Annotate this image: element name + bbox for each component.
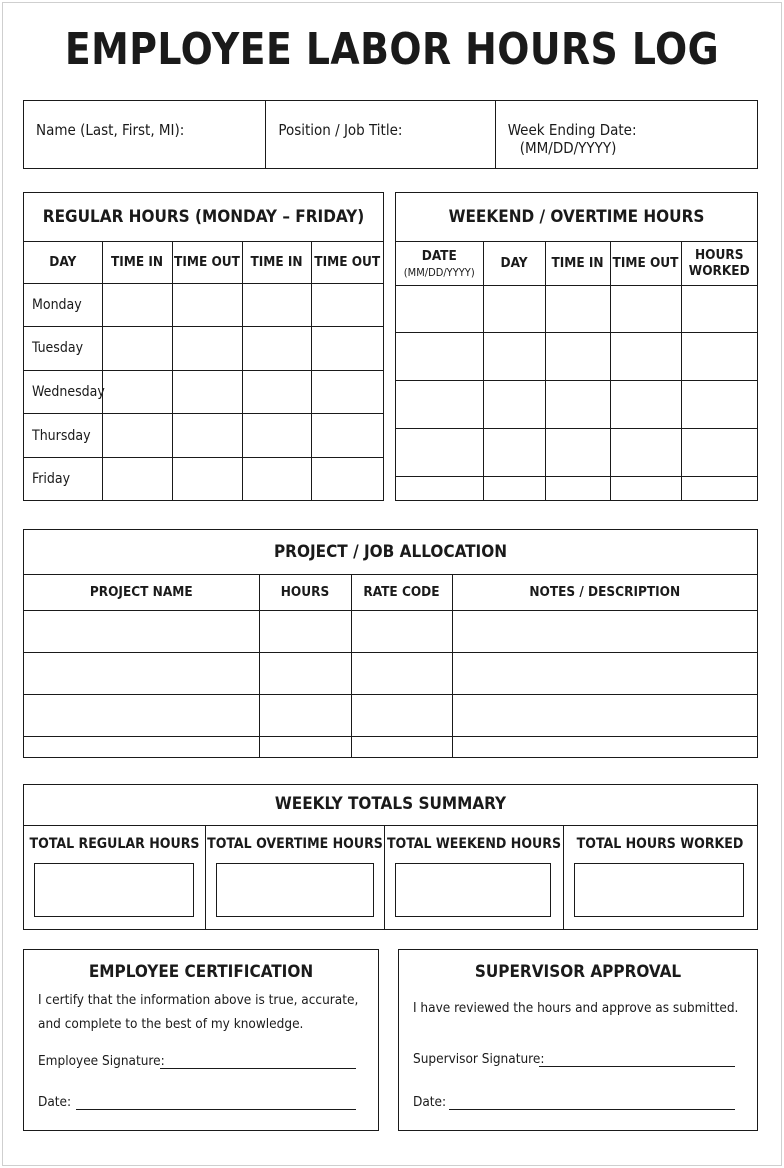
entry-cell[interactable] (452, 652, 757, 694)
page-title: EMPLOYEE LABOR HOURS LOG (64, 24, 720, 75)
time-cell[interactable] (242, 327, 311, 371)
date-header-label: DATE (421, 247, 457, 264)
total-weekend-label: TOTAL WEEKEND HOURS (386, 836, 562, 852)
time-cell[interactable] (172, 458, 242, 500)
total-overtime-hours (206, 826, 385, 929)
entry-cell[interactable] (545, 381, 610, 429)
entry-cell[interactable] (396, 476, 483, 500)
day-label: Thursday (24, 414, 102, 458)
total-worked-field[interactable] (574, 863, 744, 917)
project-row (24, 694, 757, 736)
entry-cell[interactable] (259, 694, 351, 736)
time-cell[interactable] (311, 327, 383, 371)
week-ending-label: Week Ending Date: (507, 121, 637, 139)
time-cell[interactable] (242, 370, 311, 414)
date-header-format: (MM/DD/YYYY) (403, 265, 475, 279)
employee-certification (23, 949, 379, 1131)
supervisor-date-line[interactable] (449, 1109, 735, 1110)
weekend-header-hours-worked (681, 241, 757, 285)
weekend-row (396, 381, 757, 429)
time-cell[interactable] (242, 283, 311, 327)
name-field[interactable] (24, 101, 266, 168)
time-cell[interactable] (102, 370, 172, 414)
project-row (24, 610, 757, 652)
time-cell[interactable] (102, 458, 172, 500)
entry-cell[interactable] (396, 428, 483, 476)
supervisor-signature-line[interactable] (539, 1066, 735, 1067)
entry-cell[interactable] (452, 736, 757, 757)
time-cell[interactable] (311, 458, 383, 500)
project-header-notes: NOTES / DESCRIPTION (452, 574, 757, 610)
entry-cell[interactable] (452, 694, 757, 736)
entry-cell[interactable] (681, 285, 757, 333)
weekend-title: WEEKEND / OVERTIME HOURS (396, 193, 757, 241)
entry-cell[interactable] (545, 428, 610, 476)
hours-header-line2: WORKED (688, 263, 750, 279)
entry-cell[interactable] (259, 736, 351, 757)
entry-cell[interactable] (351, 610, 452, 652)
entry-cell[interactable] (610, 333, 681, 381)
week-ending-field[interactable] (496, 101, 757, 168)
entry-cell[interactable] (483, 381, 545, 429)
entry-cell[interactable] (259, 610, 351, 652)
week-ending-format: (MM/DD/YYYY) (519, 139, 617, 157)
regular-row-thursday (24, 414, 383, 458)
total-regular-field[interactable] (34, 863, 194, 917)
entry-cell[interactable] (681, 381, 757, 429)
regular-row-friday (24, 458, 383, 500)
approval-title: SUPERVISOR APPROVAL (474, 962, 682, 982)
time-cell[interactable] (102, 283, 172, 327)
entry-cell[interactable] (610, 428, 681, 476)
regular-header-time-in-2: TIME IN (242, 241, 311, 283)
weekend-header-time-in: TIME IN (545, 241, 610, 285)
supervisor-date-label: Date: (413, 1094, 447, 1110)
entry-cell[interactable] (483, 333, 545, 381)
entry-cell[interactable] (681, 428, 757, 476)
project-header-rate-code: RATE CODE (351, 574, 452, 610)
weekly-totals-summary (23, 784, 758, 930)
entry-cell[interactable] (545, 285, 610, 333)
weekend-header-day: DAY (483, 241, 545, 285)
entry-cell[interactable] (483, 476, 545, 500)
day-label: Monday (24, 283, 102, 327)
regular-row-tuesday (24, 327, 383, 371)
approval-text: I have reviewed the hours and approve as submitted. (413, 1000, 739, 1016)
day-label: Wednesday (24, 370, 102, 414)
weekend-header-time-out: TIME OUT (610, 241, 681, 285)
time-cell[interactable] (172, 283, 242, 327)
entry-cell[interactable] (396, 333, 483, 381)
project-title: PROJECT / JOB ALLOCATION (24, 530, 757, 574)
position-field[interactable] (266, 101, 495, 168)
time-cell[interactable] (102, 327, 172, 371)
project-header-hours: HOURS (259, 574, 351, 610)
employee-info-row (23, 100, 758, 169)
time-cell[interactable] (311, 414, 383, 458)
regular-header-time-out-2: TIME OUT (311, 241, 383, 283)
regular-row-monday (24, 283, 383, 327)
entry-cell[interactable] (396, 285, 483, 333)
weekend-row (396, 476, 757, 500)
entry-cell[interactable] (545, 476, 610, 500)
entry-cell[interactable] (483, 428, 545, 476)
name-label: Name (Last, First, MI): (36, 121, 185, 139)
entry-cell[interactable] (610, 381, 681, 429)
total-worked-label: TOTAL HOURS WORKED (576, 836, 744, 852)
regular-hours-table (23, 192, 384, 501)
entry-cell[interactable] (610, 285, 681, 333)
certification-line-2: and complete to the best of my knowledge. (38, 1016, 304, 1032)
total-hours-worked (564, 826, 756, 929)
weekend-row (396, 428, 757, 476)
employee-date-label: Date: (38, 1094, 72, 1110)
employee-signature-line[interactable] (160, 1068, 356, 1069)
hours-header-line1: HOURS (695, 247, 744, 263)
certification-line-1: I certify that the information above is true, accurate, (38, 992, 359, 1008)
project-allocation-table (23, 529, 758, 758)
regular-row-wednesday (24, 370, 383, 414)
entry-cell[interactable] (681, 476, 757, 500)
time-cell[interactable] (311, 370, 383, 414)
weekend-overtime-table (395, 192, 758, 501)
employee-signature-label: Employee Signature: (38, 1053, 165, 1069)
entry-cell[interactable] (259, 652, 351, 694)
supervisor-signature-label: Supervisor Signature: (413, 1051, 545, 1067)
total-overtime-label: TOTAL OVERTIME HOURS (207, 836, 383, 852)
project-header-name: PROJECT NAME (24, 574, 259, 610)
entry-cell[interactable] (24, 610, 259, 652)
time-cell[interactable] (102, 414, 172, 458)
weekend-header-date (396, 241, 483, 285)
time-cell[interactable] (311, 283, 383, 327)
entry-cell[interactable] (681, 333, 757, 381)
employee-date-line[interactable] (76, 1109, 356, 1110)
entry-cell[interactable] (351, 694, 452, 736)
entry-cell[interactable] (483, 285, 545, 333)
project-row (24, 736, 757, 757)
day-label: Friday (24, 458, 102, 500)
entry-cell[interactable] (351, 652, 452, 694)
time-cell[interactable] (242, 458, 311, 500)
total-weekend-hours (385, 826, 564, 929)
total-regular-hours (24, 826, 206, 929)
time-cell[interactable] (172, 414, 242, 458)
totals-title: WEEKLY TOTALS SUMMARY (24, 785, 757, 826)
entry-cell[interactable] (24, 694, 259, 736)
regular-header-day: DAY (24, 241, 102, 283)
entry-cell[interactable] (610, 476, 681, 500)
supervisor-approval (398, 949, 758, 1131)
weekend-row (396, 285, 757, 333)
entry-cell[interactable] (351, 736, 452, 757)
regular-header-time-out-1: TIME OUT (172, 241, 242, 283)
entry-cell[interactable] (24, 652, 259, 694)
total-weekend-field[interactable] (395, 863, 551, 917)
regular-header-time-in-1: TIME IN (102, 241, 172, 283)
certification-title: EMPLOYEE CERTIFICATION (88, 962, 314, 982)
total-overtime-field[interactable] (216, 863, 374, 917)
time-cell[interactable] (172, 327, 242, 371)
position-label: Position / Job Title: (278, 121, 403, 139)
project-row (24, 652, 757, 694)
time-cell[interactable] (172, 370, 242, 414)
time-cell[interactable] (242, 414, 311, 458)
entry-cell[interactable] (396, 381, 483, 429)
total-regular-label: TOTAL REGULAR HOURS (29, 836, 200, 852)
weekend-row (396, 333, 757, 381)
entry-cell[interactable] (545, 333, 610, 381)
entry-cell[interactable] (24, 736, 259, 757)
day-label: Tuesday (24, 327, 102, 371)
entry-cell[interactable] (452, 610, 757, 652)
regular-hours-title: REGULAR HOURS (MONDAY – FRIDAY) (24, 193, 383, 241)
